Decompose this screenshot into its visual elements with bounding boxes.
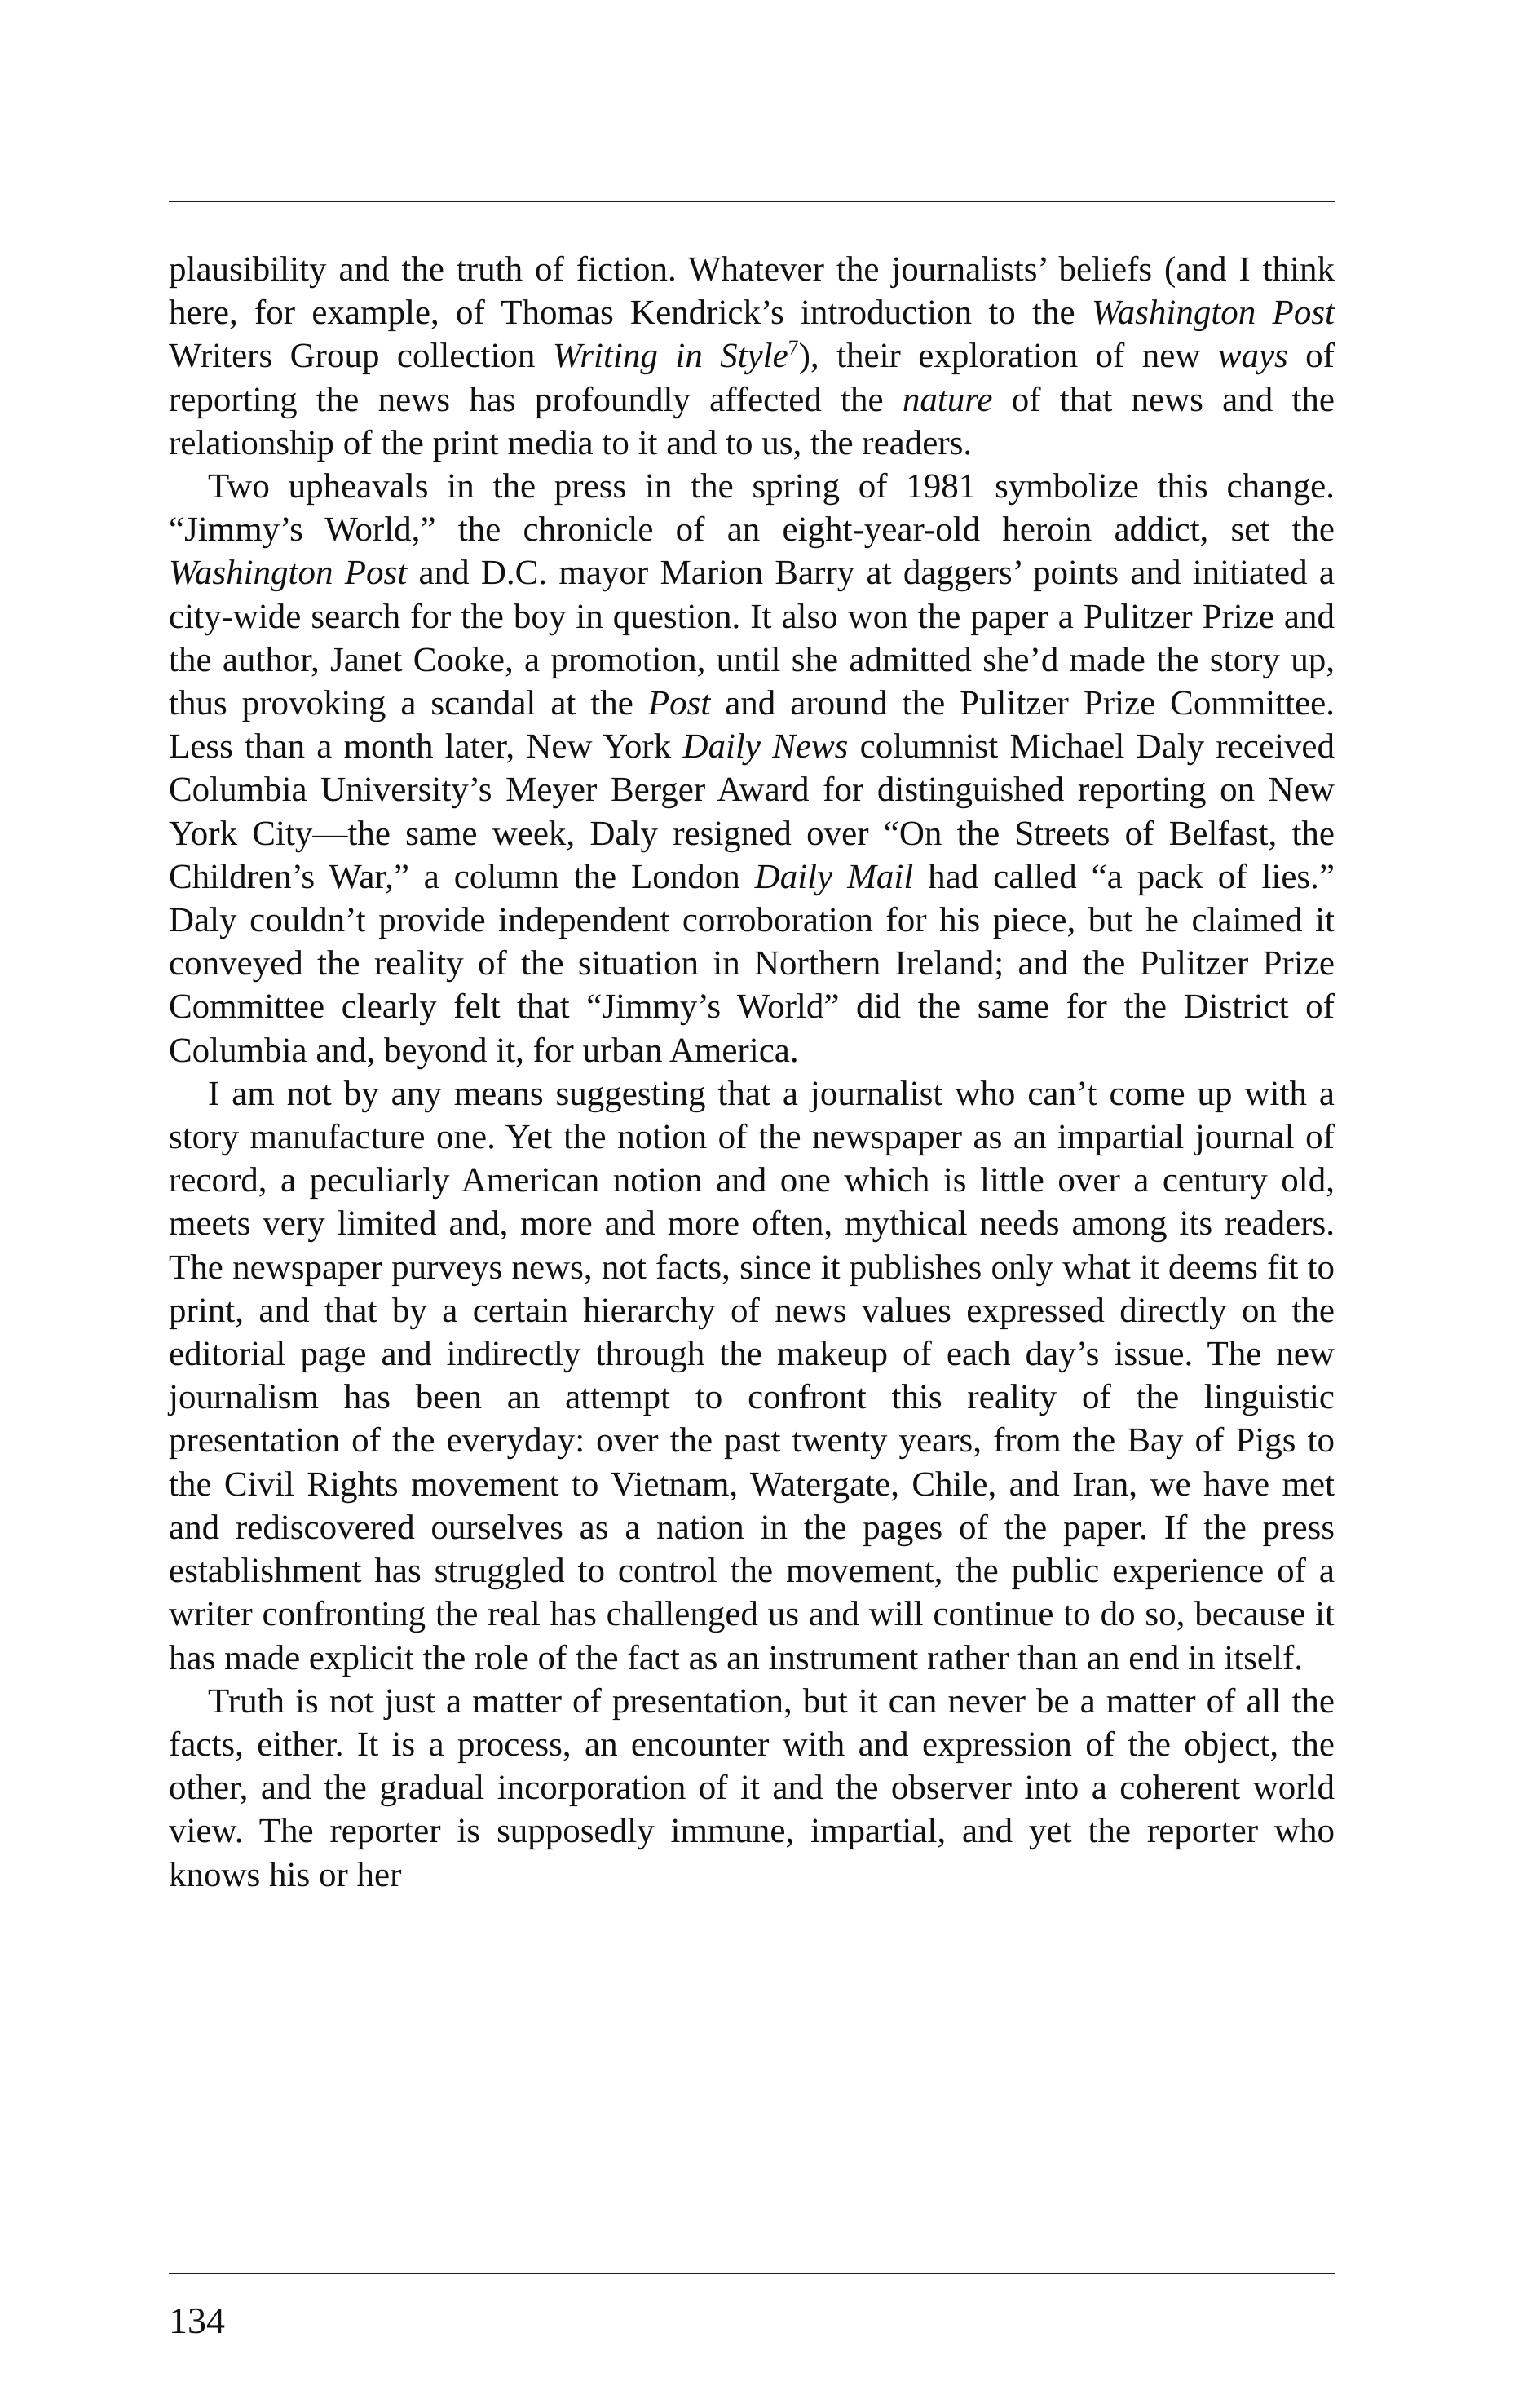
p1-seg-2-italic: Washington Post	[1091, 294, 1335, 333]
bottom-rule	[169, 2273, 1335, 2274]
p2-seg-4-italic: Post	[647, 684, 711, 723]
p2-seg-3: and D.C. mayor Marion Barry at daggers’ points and initiated a city-wide search for the boy in question. It also won the paper a Pulitzer Prize and the author, Janet Cooke, a promotion, until she admitted she’d made the story up, thus provoking a scandal at the	[169, 554, 1335, 723]
p1-seg-4-italic: Writing in Style	[552, 337, 788, 376]
p1-seg-10: of that news and the relationship of the print media to it and to us, the readers.	[169, 380, 1335, 462]
body-text	[169, 248, 1335, 1897]
p3-seg-1: I am not by any means suggesting that a journalist who can’t come up with a story manufacture one. Yet the notion of the newspaper as an impartial journal of record, a peculiarly American notion and one which is little over a century old, meets very limited and, more and more often, mythical needs among its readers. The newspaper purveys news, not facts, since it publishes only what it deems fit to print, and that by a certain hierarchy of news values expressed directly on the editorial page and indirectly through the makeup of each day’s issue. The new journalism has been an attempt to confront this reality of the linguistic presentation of the everyday: over the past twenty years, from the Bay of Pigs to the Civil Rights movement to Vietnam, Watergate, Chile, and Iran, we have met and rediscovered ourselves as a nation in the pages of the paper. If the press establishment has struggled to control the movement, the public experience of a writer confronting the real has challenged us and will continue to do so, because it has made explicit the role of the fact as an instrument rather than an end in itself.	[169, 1074, 1335, 1677]
p1-seg-8: of reporting the news has profoundly affected the	[169, 337, 1335, 419]
top-rule	[169, 201, 1335, 202]
p2-seg-5: and around the Pulitzer Prize Committee. Less than a month later, New York	[169, 684, 1335, 767]
p1-seg-3: Writers Group collection	[169, 337, 553, 376]
paragraph-4	[169, 1680, 1335, 1897]
p2-seg-9: had called “a pack of lies.” Daly couldn’t provide independent corroboration for his piece, but he claimed it conveyed the reality of the situation in Northern Ireland; and the Pulitzer Prize Committee clearly felt that “Jimmy’s World” did the same for the District of Columbia and, beyond it, for urban America.	[169, 857, 1335, 1070]
p1-seg-7-italic: ways	[1217, 337, 1288, 376]
paragraph-2	[169, 465, 1335, 1072]
paragraph-1	[169, 248, 1335, 465]
p2-seg-7: columnist Michael Daly received Columbia University’s Meyer Berger Award for distinguished reporting on New York City—the same week, Daly resigned over “On the Streets of Belfast, the Children’s War,” a column the London	[169, 727, 1335, 896]
p2-seg-6-italic: Daily News	[682, 727, 849, 767]
p1-seg-1: plausibility and the truth of fiction. Whatever the journalists’ beliefs (and I think here, for example, of Thomas Kendrick’s introduction to the	[169, 250, 1335, 333]
p1-seg-6: ), their exploration of new	[798, 337, 1218, 376]
p2-seg-2-italic: Washington Post	[169, 554, 408, 593]
footnote-marker-7: 7	[788, 336, 799, 360]
page-number: 134	[169, 2300, 225, 2341]
p2-seg-1: Two upheavals in the press in the spring of 1981 symbolize this change. “Jimmy’s World,” the chronicle of an eight-year-old heroin addict, set the	[169, 467, 1335, 550]
p2-seg-8-italic: Daily Mail	[754, 857, 914, 896]
paragraph-3	[169, 1072, 1335, 1680]
p1-seg-9-italic: nature	[902, 380, 993, 419]
p4-seg-1: Truth is not just a matter of presentation, but it can never be a matter of all the facts, either. It is a process, an encounter with and expression of the object, the other, and the gradual incorporation of it and the observer into a coherent world view. The reporter is supposedly immune, impartial, and yet the reporter who knows his or her	[169, 1681, 1335, 1894]
